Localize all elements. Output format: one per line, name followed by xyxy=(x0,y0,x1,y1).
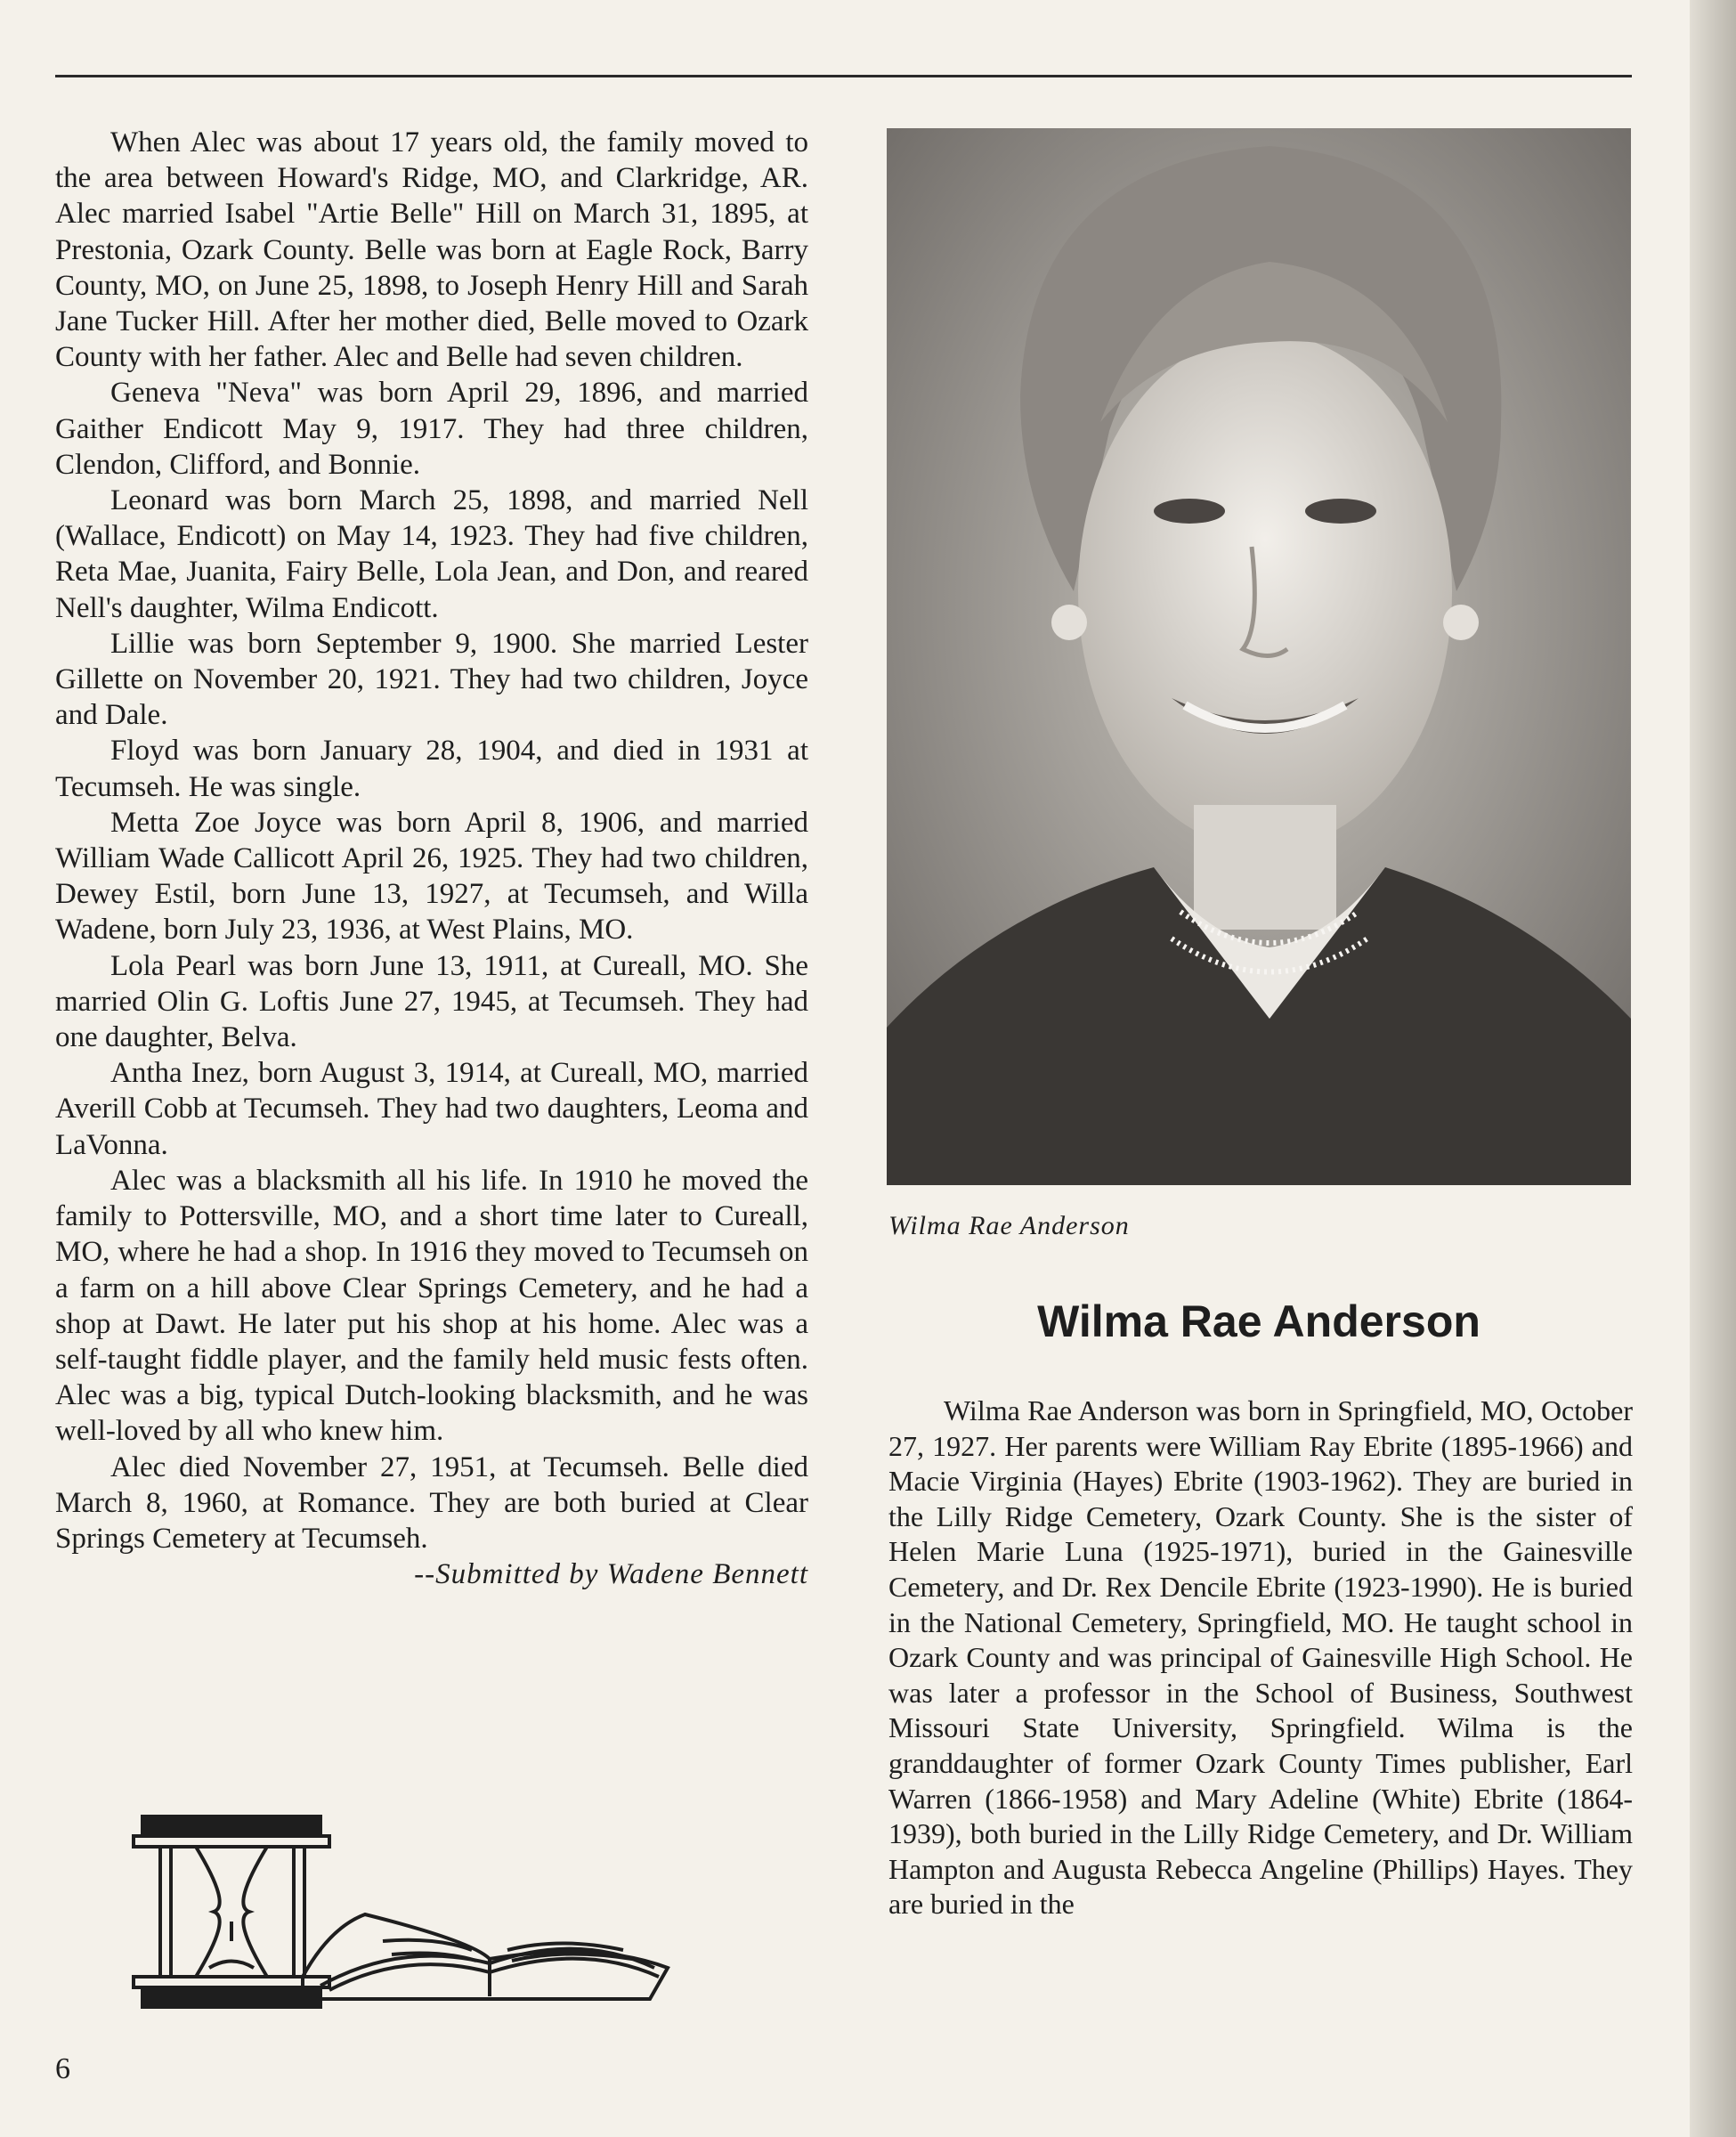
page-edge-shadow xyxy=(1690,0,1736,2137)
paragraph: Leonard was born March 25, 1898, and married Nell (Wallace, Endicott) on May 14, 1923. They had five children, Reta Mae, Juanita, Fairy Belle, Lola Jean, and Don, and reared Nell's daughter, Wilma Endicott. xyxy=(55,484,808,624)
right-column xyxy=(888,1394,1633,1922)
article-heading: Wilma Rae Anderson xyxy=(1037,1296,1480,1346)
portrait-image xyxy=(887,128,1631,1185)
paragraph: Lola Pearl was born June 13, 1911, at Cureall, MO. She married Olin G. Loftis June 27, 1945, at Tecumseh. They had one daughter, Belva. xyxy=(55,949,808,1054)
paragraph: When Alec was about 17 years old, the family moved to the area between Howard's Ridge, MO, and Clarkridge, AR. Alec married Isabel "Artie Belle" Hill on March 31, 1895, at Prestonia, Ozark County. Belle was born at Eagle Rock, Barry County, MO, on June 25, 1898, to Joseph Henry Hill and Sarah Jane Tucker Hill. After her mother died, Belle moved to Ozark County with her father. Alec and Belle had seven children. xyxy=(55,126,808,374)
paragraph: Alec died November 27, 1951, at Tecumseh. Belle died March 8, 1960, at Romance. They are both buried at Clear Springs Cemetery at Tecumseh. xyxy=(55,1450,808,1555)
paragraph: Metta Zoe Joyce was born April 8, 1906, and married William Wade Callicott April 26, 1925. They had two children, Dewey Estil, born June 13, 1927, at Tecumseh, and Willa Wadene, born July 23, 1936, at West Plains, MO. xyxy=(55,806,808,947)
paragraph: Alec was a blacksmith all his life. In 1910 he moved the family to Pottersville, MO, and a short time later to Cureall, MO, where he had a shop. In 1916 they moved to Tecumseh on a farm on a hill above Clear Springs Cemetery, and he had a shop at Dawt. He later put his shop at his home. Alec was a self-taught fiddle player, and the family held music fests often. Alec was a big, typical Dutch-looking blacksmith, and he was well-loved by all who knew him. xyxy=(55,1164,808,1448)
paragraph: Lillie was born September 9, 1900. She married Lester Gillette on November 20, 1921. They had two children, Joyce and Dale. xyxy=(55,627,808,732)
paragraph: Antha Inez, born August 3, 1914, at Cureall, MO, married Averill Cobb at Tecumseh. They had two daughters, Leoma and LaVonna. xyxy=(55,1057,808,1161)
paragraph: Floyd was born January 28, 1904, and died in 1931 at Tecumseh. He was single. xyxy=(55,735,808,803)
header-rule xyxy=(55,75,1632,77)
signature: --Submitted by Wadene Bennett xyxy=(414,1558,808,1591)
left-column xyxy=(55,125,808,1592)
portrait-photo xyxy=(887,128,1631,1185)
hourglass-and-book-icon xyxy=(98,1808,705,2012)
paragraph: Geneva "Neva" was born April 29, 1896, and married Gaither Endicott May 9, 1917. They had three children, Clendon, Clifford, and Bonnie. xyxy=(55,377,808,481)
page-number: 6 xyxy=(55,2052,70,2085)
photo-caption: Wilma Rae Anderson xyxy=(888,1211,1130,1240)
paragraph: Wilma Rae Anderson was born in Springfield, MO, October 27, 1927. Her parents were William Ray Ebrite (1895-1966) and Macie Virginia (Hayes) Ebrite (1903-1962). They are buried in the Lilly Ridge Cemetery, Ozark County. She is the sister of Helen Marie Luna (1925-1971), buried in the Gainesville Cemetery, and Dr. Rex Dencile Ebrite (1923-1990). He is buried in the National Cemetery, Springfield, MO. He taught school in Ozark County and was principal of Gainesville High School. He was later a professor in the School of Business, Southwest Missouri State University, Springfield. Wilma is the granddaughter of former Ozark County Times publisher, Earl Warren (1866-1958) and Mary Adeline (White) Ebrite (1864-1939), both buried in the Lilly Ridge Cemetery, and Dr. William Hampton and Augusta Rebecca Angeline (Phillips) Hayes. They are buried in the xyxy=(888,1394,1633,1921)
